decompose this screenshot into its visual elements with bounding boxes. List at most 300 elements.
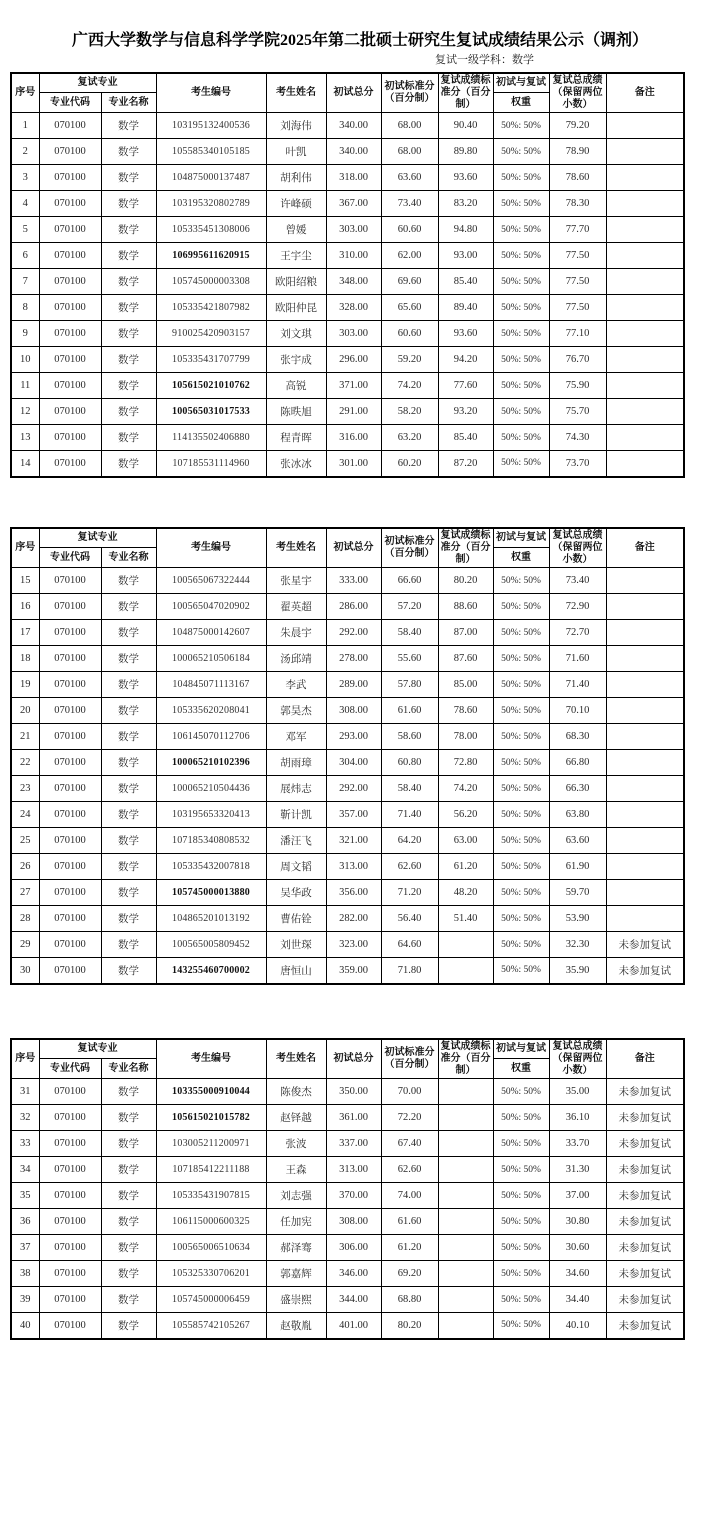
col-header-serial: 序号 [11, 528, 39, 568]
cell-major-name: 数学 [101, 880, 156, 906]
cell-weight: 50%: 50% [493, 646, 549, 672]
cell-major-name: 数学 [101, 1157, 156, 1183]
cell-major-code: 070100 [39, 1287, 101, 1313]
cell-initial-total: 340.00 [326, 139, 381, 165]
cell-serial-number: 26 [11, 854, 39, 880]
cell-retest-std: 72.80 [438, 750, 493, 776]
cell-initial-total: 316.00 [326, 425, 381, 451]
cell-weight: 50%: 50% [493, 1183, 549, 1209]
cell-major-name: 数学 [101, 646, 156, 672]
cell-remark [606, 165, 684, 191]
table-row [11, 113, 684, 139]
cell-retest-std: 85.00 [438, 672, 493, 698]
cell-major-code: 070100 [39, 113, 101, 139]
cell-candidate-name: 赵敬胤 [266, 1313, 326, 1339]
cell-major-name: 数学 [101, 1183, 156, 1209]
cell-serial-number: 33 [11, 1131, 39, 1157]
cell-weight: 50%: 50% [493, 594, 549, 620]
cell-initial-std: 72.20 [381, 1105, 438, 1131]
cell-initial-std: 63.60 [381, 165, 438, 191]
cell-initial-total: 282.00 [326, 906, 381, 932]
cell-remark: 未参加复试 [606, 1183, 684, 1209]
cell-retest-std [438, 1079, 493, 1105]
cell-serial-number: 32 [11, 1105, 39, 1131]
col-header-candidate-name: 考生姓名 [266, 528, 326, 568]
cell-candidate-name: 唐恒山 [266, 958, 326, 984]
table-row [11, 321, 684, 347]
cell-major-name: 数学 [101, 139, 156, 165]
cell-retest-std [438, 1235, 493, 1261]
cell-remark [606, 373, 684, 399]
table-header [11, 528, 684, 568]
cell-final-total: 71.60 [549, 646, 606, 672]
cell-final-total: 66.80 [549, 750, 606, 776]
cell-major-code: 070100 [39, 802, 101, 828]
cell-weight: 50%: 50% [493, 451, 549, 477]
col-header-initial-std: 初试标准分（百分制） [381, 73, 438, 113]
cell-retest-std: 78.00 [438, 724, 493, 750]
cell-major-code: 070100 [39, 1183, 101, 1209]
cell-remark [606, 217, 684, 243]
table-row [11, 217, 684, 243]
cell-initial-total: 308.00 [326, 698, 381, 724]
cell-candidate-id: 104865201013192 [156, 906, 266, 932]
cell-candidate-name: 赵铎越 [266, 1105, 326, 1131]
cell-final-total: 31.30 [549, 1157, 606, 1183]
cell-final-total: 73.70 [549, 451, 606, 477]
cell-major-name: 数学 [101, 906, 156, 932]
cell-remark [606, 425, 684, 451]
cell-weight: 50%: 50% [493, 425, 549, 451]
cell-major-code: 070100 [39, 269, 101, 295]
cell-serial-number: 2 [11, 139, 39, 165]
cell-initial-total: 323.00 [326, 932, 381, 958]
cell-retest-std: 74.20 [438, 776, 493, 802]
cell-candidate-name: 曹佑铨 [266, 906, 326, 932]
cell-major-name: 数学 [101, 854, 156, 880]
cell-initial-total: 340.00 [326, 113, 381, 139]
cell-candidate-id: 100565067322444 [156, 568, 266, 594]
cell-serial-number: 9 [11, 321, 39, 347]
table-header [11, 1039, 684, 1079]
cell-final-total: 76.70 [549, 347, 606, 373]
cell-candidate-name: 刘海伟 [266, 113, 326, 139]
cell-remark: 未参加复试 [606, 932, 684, 958]
cell-major-code: 070100 [39, 451, 101, 477]
cell-final-total: 71.40 [549, 672, 606, 698]
cell-retest-std: 87.20 [438, 451, 493, 477]
cell-initial-total: 367.00 [326, 191, 381, 217]
cell-major-name: 数学 [101, 620, 156, 646]
cell-candidate-id: 910025420903157 [156, 321, 266, 347]
cell-serial-number: 36 [11, 1209, 39, 1235]
cell-weight: 50%: 50% [493, 165, 549, 191]
col-header-major-code: 专业代码 [39, 93, 101, 113]
cell-weight: 50%: 50% [493, 932, 549, 958]
cell-retest-std: 51.40 [438, 906, 493, 932]
cell-final-total: 68.30 [549, 724, 606, 750]
cell-retest-std: 87.00 [438, 620, 493, 646]
cell-initial-total: 306.00 [326, 1235, 381, 1261]
cell-remark [606, 347, 684, 373]
cell-candidate-name: 胡雨璋 [266, 750, 326, 776]
cell-retest-std: 93.20 [438, 399, 493, 425]
cell-major-name: 数学 [101, 750, 156, 776]
cell-candidate-id: 107185340808532 [156, 828, 266, 854]
cell-candidate-name: 胡利伟 [266, 165, 326, 191]
cell-major-code: 070100 [39, 828, 101, 854]
cell-retest-std [438, 1157, 493, 1183]
cell-final-total: 72.90 [549, 594, 606, 620]
cell-initial-total: 292.00 [326, 776, 381, 802]
cell-candidate-name: 陈俊杰 [266, 1079, 326, 1105]
cell-major-name: 数学 [101, 243, 156, 269]
cell-initial-total: 286.00 [326, 594, 381, 620]
col-header-candidate-name: 考生姓名 [266, 1039, 326, 1079]
cell-major-name: 数学 [101, 698, 156, 724]
cell-initial-std: 58.60 [381, 724, 438, 750]
table-row [11, 1287, 684, 1313]
cell-candidate-name: 张冰冰 [266, 451, 326, 477]
cell-serial-number: 31 [11, 1079, 39, 1105]
cell-initial-total: 303.00 [326, 321, 381, 347]
table-row [11, 1131, 684, 1157]
cell-candidate-id: 106995611620915 [156, 243, 266, 269]
cell-major-code: 070100 [39, 295, 101, 321]
cell-remark: 未参加复试 [606, 1157, 684, 1183]
cell-initial-total: 350.00 [326, 1079, 381, 1105]
cell-final-total: 78.30 [549, 191, 606, 217]
cell-weight: 50%: 50% [493, 347, 549, 373]
cell-weight: 50%: 50% [493, 113, 549, 139]
cell-candidate-name: 邓军 [266, 724, 326, 750]
cell-serial-number: 39 [11, 1287, 39, 1313]
cell-weight: 50%: 50% [493, 828, 549, 854]
cell-candidate-name: 朱晨宇 [266, 620, 326, 646]
cell-final-total: 30.80 [549, 1209, 606, 1235]
cell-final-total: 77.10 [549, 321, 606, 347]
cell-candidate-name: 程青晖 [266, 425, 326, 451]
cell-candidate-id: 114135502406880 [156, 425, 266, 451]
col-header-major-name: 专业名称 [101, 1059, 156, 1079]
cell-final-total: 35.00 [549, 1079, 606, 1105]
cell-initial-total: 318.00 [326, 165, 381, 191]
cell-candidate-name: 曾媛 [266, 217, 326, 243]
cell-retest-std: 85.40 [438, 269, 493, 295]
cell-major-name: 数学 [101, 1131, 156, 1157]
table-header [11, 73, 684, 113]
cell-retest-std: 78.60 [438, 698, 493, 724]
table-body [11, 113, 684, 477]
col-header-major-code: 专业代码 [39, 1059, 101, 1079]
col-header-weight-top: 初试与复试 [493, 1039, 549, 1059]
cell-initial-std: 60.60 [381, 321, 438, 347]
col-header-major-code: 专业代码 [39, 548, 101, 568]
cell-candidate-id: 105335451308006 [156, 217, 266, 243]
cell-initial-total: 304.00 [326, 750, 381, 776]
cell-major-code: 070100 [39, 646, 101, 672]
cell-major-name: 数学 [101, 932, 156, 958]
cell-major-name: 数学 [101, 321, 156, 347]
cell-major-code: 070100 [39, 594, 101, 620]
cell-major-name: 数学 [101, 191, 156, 217]
cell-serial-number: 40 [11, 1313, 39, 1339]
cell-major-code: 070100 [39, 1261, 101, 1287]
table-row [11, 750, 684, 776]
cell-initial-total: 337.00 [326, 1131, 381, 1157]
page-title: 广西大学数学与信息科学学院2025年第二批硕士研究生复试成绩结果公示（调剂） [71, 32, 648, 49]
cell-major-code: 070100 [39, 1313, 101, 1339]
cell-initial-std: 63.20 [381, 425, 438, 451]
cell-initial-total: 346.00 [326, 1261, 381, 1287]
cell-candidate-id: 100565005809452 [156, 932, 266, 958]
cell-final-total: 77.70 [549, 217, 606, 243]
cell-major-name: 数学 [101, 165, 156, 191]
cell-candidate-name: 张波 [266, 1131, 326, 1157]
cell-retest-std: 93.60 [438, 165, 493, 191]
cell-major-code: 070100 [39, 620, 101, 646]
cell-final-total: 78.60 [549, 165, 606, 191]
cell-candidate-id: 105335431907815 [156, 1183, 266, 1209]
cell-initial-std: 58.40 [381, 620, 438, 646]
cell-serial-number: 10 [11, 347, 39, 373]
cell-weight: 50%: 50% [493, 958, 549, 984]
cell-remark [606, 906, 684, 932]
table-row [11, 672, 684, 698]
cell-final-total: 34.60 [549, 1261, 606, 1287]
table-row [11, 698, 684, 724]
col-header-serial: 序号 [11, 1039, 39, 1079]
table-row [11, 1235, 684, 1261]
cell-serial-number: 13 [11, 425, 39, 451]
col-header-remark: 备注 [606, 528, 684, 568]
cell-serial-number: 11 [11, 373, 39, 399]
table-row [11, 958, 684, 984]
cell-weight: 50%: 50% [493, 139, 549, 165]
cell-initial-std: 73.40 [381, 191, 438, 217]
cell-final-total: 36.10 [549, 1105, 606, 1131]
cell-remark [606, 321, 684, 347]
cell-major-name: 数学 [101, 724, 156, 750]
cell-candidate-id: 100565047020902 [156, 594, 266, 620]
cell-serial-number: 5 [11, 217, 39, 243]
cell-initial-total: 370.00 [326, 1183, 381, 1209]
col-header-weight-bottom: 权重 [493, 93, 549, 113]
cell-remark [606, 295, 684, 321]
cell-candidate-id: 104875000137487 [156, 165, 266, 191]
cell-candidate-id: 107185531114960 [156, 451, 266, 477]
cell-major-code: 070100 [39, 1131, 101, 1157]
cell-retest-std [438, 1131, 493, 1157]
table-row [11, 165, 684, 191]
table-row [11, 347, 684, 373]
cell-remark [606, 828, 684, 854]
cell-candidate-name: 陈昳旭 [266, 399, 326, 425]
cell-initial-std: 58.20 [381, 399, 438, 425]
cell-candidate-name: 任加宪 [266, 1209, 326, 1235]
table-row [11, 295, 684, 321]
cell-initial-std: 55.60 [381, 646, 438, 672]
cell-final-total: 74.30 [549, 425, 606, 451]
cell-initial-total: 293.00 [326, 724, 381, 750]
cell-serial-number: 19 [11, 672, 39, 698]
table-row [11, 269, 684, 295]
cell-major-name: 数学 [101, 399, 156, 425]
table-row [11, 243, 684, 269]
cell-retest-std [438, 1183, 493, 1209]
cell-candidate-id: 107185412211188 [156, 1157, 266, 1183]
cell-serial-number: 17 [11, 620, 39, 646]
cell-serial-number: 28 [11, 906, 39, 932]
cell-initial-total: 357.00 [326, 802, 381, 828]
cell-final-total: 35.90 [549, 958, 606, 984]
cell-candidate-id: 104875000142607 [156, 620, 266, 646]
cell-weight: 50%: 50% [493, 1209, 549, 1235]
cell-serial-number: 25 [11, 828, 39, 854]
col-header-final-total: 复试总成绩（保留两位小数） [549, 1039, 606, 1079]
cell-remark [606, 776, 684, 802]
cell-initial-std: 61.60 [381, 1209, 438, 1235]
table-row [11, 451, 684, 477]
cell-remark [606, 646, 684, 672]
cell-serial-number: 8 [11, 295, 39, 321]
cell-weight: 50%: 50% [493, 1131, 549, 1157]
cell-final-total: 34.40 [549, 1287, 606, 1313]
cell-initial-total: 310.00 [326, 243, 381, 269]
cell-retest-std: 93.60 [438, 321, 493, 347]
cell-candidate-id: 106145070112706 [156, 724, 266, 750]
cell-initial-total: 291.00 [326, 399, 381, 425]
table-row [11, 906, 684, 932]
cell-retest-std: 94.80 [438, 217, 493, 243]
cell-initial-total: 303.00 [326, 217, 381, 243]
cell-retest-std: 88.60 [438, 594, 493, 620]
cell-major-code: 070100 [39, 1157, 101, 1183]
cell-major-name: 数学 [101, 217, 156, 243]
table-row [11, 854, 684, 880]
cell-serial-number: 37 [11, 1235, 39, 1261]
cell-initial-total: 401.00 [326, 1313, 381, 1339]
cell-weight: 50%: 50% [493, 295, 549, 321]
cell-remark [606, 191, 684, 217]
cell-weight: 50%: 50% [493, 373, 549, 399]
cell-candidate-id: 100565031017533 [156, 399, 266, 425]
cell-initial-total: 278.00 [326, 646, 381, 672]
table-row [11, 425, 684, 451]
table-row [11, 932, 684, 958]
cell-candidate-id: 105335620208041 [156, 698, 266, 724]
table-row [11, 1157, 684, 1183]
table-row [11, 191, 684, 217]
cell-major-code: 070100 [39, 776, 101, 802]
score-table-2 [10, 527, 685, 985]
cell-major-name: 数学 [101, 672, 156, 698]
cell-major-name: 数学 [101, 347, 156, 373]
cell-candidate-id: 100065210506184 [156, 646, 266, 672]
table-row [11, 1105, 684, 1131]
cell-major-code: 070100 [39, 425, 101, 451]
cell-candidate-name: 郝泽骞 [266, 1235, 326, 1261]
table-row [11, 1261, 684, 1287]
cell-major-code: 070100 [39, 1105, 101, 1131]
col-header-initial-total: 初试总分 [326, 528, 381, 568]
cell-initial-total: 356.00 [326, 880, 381, 906]
cell-weight: 50%: 50% [493, 1313, 549, 1339]
cell-remark [606, 880, 684, 906]
cell-remark: 未参加复试 [606, 1261, 684, 1287]
cell-initial-total: 289.00 [326, 672, 381, 698]
cell-major-name: 数学 [101, 776, 156, 802]
cell-initial-std: 58.40 [381, 776, 438, 802]
cell-candidate-name: 叶凯 [266, 139, 326, 165]
cell-initial-std: 62.60 [381, 854, 438, 880]
cell-remark: 未参加复试 [606, 1235, 684, 1261]
cell-candidate-name: 刘世琛 [266, 932, 326, 958]
cell-candidate-id: 100565006510634 [156, 1235, 266, 1261]
cell-initial-total: 361.00 [326, 1105, 381, 1131]
cell-candidate-id: 105325330706201 [156, 1261, 266, 1287]
cell-serial-number: 21 [11, 724, 39, 750]
cell-initial-std: 74.20 [381, 373, 438, 399]
cell-weight: 50%: 50% [493, 217, 549, 243]
cell-candidate-id: 105585742105267 [156, 1313, 266, 1339]
cell-major-code: 070100 [39, 880, 101, 906]
cell-initial-total: 344.00 [326, 1287, 381, 1313]
cell-initial-std: 61.20 [381, 1235, 438, 1261]
cell-remark: 未参加复试 [606, 1313, 684, 1339]
cell-major-code: 070100 [39, 750, 101, 776]
cell-candidate-name: 郭嘉辉 [266, 1261, 326, 1287]
cell-major-name: 数学 [101, 1079, 156, 1105]
cell-major-name: 数学 [101, 295, 156, 321]
cell-serial-number: 15 [11, 568, 39, 594]
cell-retest-std [438, 1313, 493, 1339]
cell-remark: 未参加复试 [606, 1079, 684, 1105]
table-row [11, 399, 684, 425]
cell-final-total: 66.30 [549, 776, 606, 802]
cell-major-code: 070100 [39, 373, 101, 399]
cell-retest-std [438, 1287, 493, 1313]
cell-initial-total: 308.00 [326, 1209, 381, 1235]
cell-retest-std: 93.00 [438, 243, 493, 269]
cell-serial-number: 3 [11, 165, 39, 191]
col-header-initial-total: 初试总分 [326, 1039, 381, 1079]
cell-serial-number: 29 [11, 932, 39, 958]
cell-final-total: 75.90 [549, 373, 606, 399]
cell-weight: 50%: 50% [493, 568, 549, 594]
retest-discipline-label: 复试一级学科：数学 [435, 54, 534, 66]
cell-major-name: 数学 [101, 1261, 156, 1287]
cell-candidate-name: 郭昊杰 [266, 698, 326, 724]
table-row [11, 802, 684, 828]
cell-initial-total: 313.00 [326, 854, 381, 880]
cell-candidate-id: 105615021015782 [156, 1105, 266, 1131]
cell-remark: 未参加复试 [606, 1287, 684, 1313]
cell-retest-std: 48.20 [438, 880, 493, 906]
cell-major-name: 数学 [101, 1287, 156, 1313]
cell-initial-std: 60.80 [381, 750, 438, 776]
cell-weight: 50%: 50% [493, 672, 549, 698]
cell-major-code: 070100 [39, 165, 101, 191]
cell-initial-total: 333.00 [326, 568, 381, 594]
cell-major-code: 070100 [39, 347, 101, 373]
cell-major-code: 070100 [39, 854, 101, 880]
cell-initial-std: 71.20 [381, 880, 438, 906]
table-body [11, 568, 684, 984]
cell-remark [606, 854, 684, 880]
col-header-retest-major: 复试专业 [39, 1039, 156, 1059]
cell-retest-std [438, 1209, 493, 1235]
